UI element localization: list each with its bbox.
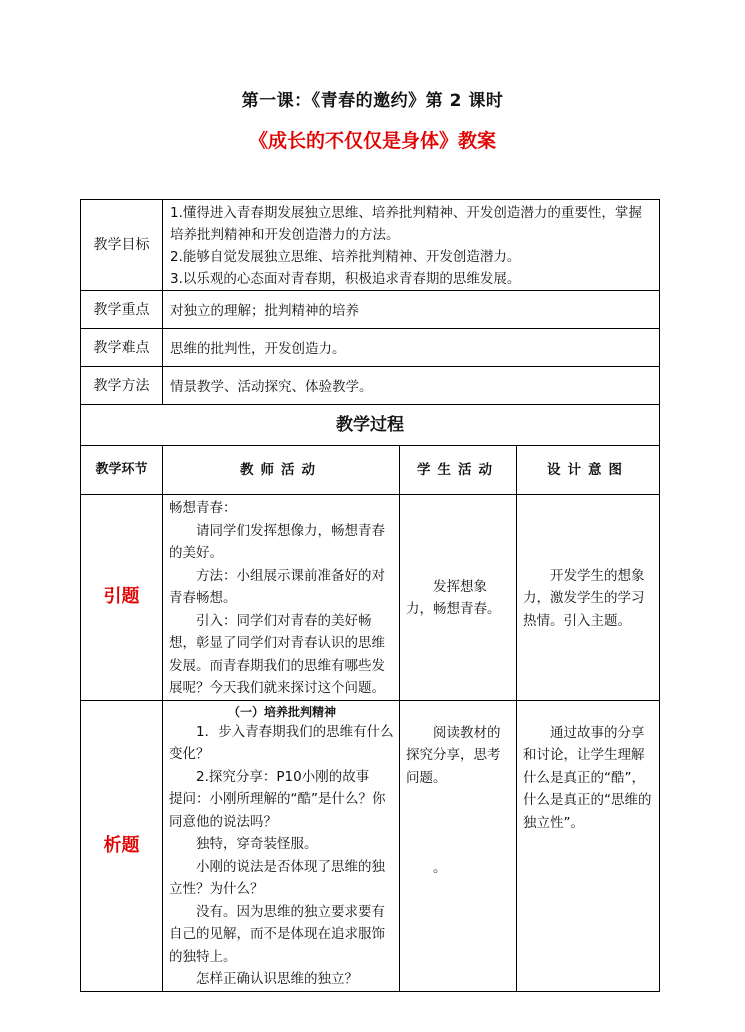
- process-title-row: [81, 405, 660, 446]
- student-extra-mark: 。: [433, 860, 447, 876]
- teacher-line: 提问：小刚所理解的“酷”是什么？你同意他的说法吗？: [169, 791, 386, 830]
- key-points-content: 对独立的理解；批判精神的培养: [163, 291, 660, 329]
- header-design: 设计意图: [517, 446, 660, 495]
- student-activity-intro: 发挥想象力，畅想青春。: [400, 495, 517, 701]
- methods-label: 教学方法: [81, 367, 163, 405]
- key-points-label: 教学重点: [81, 291, 163, 329]
- objectives-content: [163, 200, 660, 291]
- header-teacher: 教师活动: [163, 446, 400, 495]
- process-title: 教学过程: [81, 405, 660, 446]
- teacher-line: 请同学们发挥想像力，畅想青春的美好。: [169, 522, 385, 561]
- header-row: [81, 446, 660, 495]
- lesson-title: 第一课：《青春的邀约》第 2 课时: [241, 91, 504, 111]
- teacher-line: 2.探究分享：P10小刚的故事: [196, 768, 370, 785]
- student-activity-analysis: 阅读教材的探究分享，思考问题。 。: [400, 700, 517, 991]
- header-stage: 教学环节: [81, 446, 163, 495]
- difficulties-label: 教学难点: [81, 329, 163, 367]
- key-points-row: [81, 291, 660, 329]
- stage-intro-label: 引题: [81, 495, 163, 701]
- methods-content: 情景教学、活动探究、体验教学。: [163, 367, 660, 405]
- design-intent-analysis: 通过故事的分享和讨论，让学生理解什么是真正的“酷”，什么是真正的“思维的独立性”。: [517, 700, 660, 991]
- teacher-line: 方法：小组展示课前准备好的对青春畅想。: [169, 567, 385, 606]
- design-intent-intro: 开发学生的想象力，激发学生的学习热情。引入主题。: [517, 495, 660, 701]
- teacher-line: 1．步入青春期我们的思维有什么变化？: [169, 723, 394, 762]
- methods-row: [81, 367, 660, 405]
- stage-row-analysis: [81, 700, 660, 991]
- objective-line: 2.能够自觉发展独立思维、培养批判精神、开发创造潜力。: [170, 249, 521, 265]
- teacher-line: 小刚的说法是否体现了思维的独立性？为什么？: [169, 858, 385, 897]
- objective-line: 1.懂得进入青春期发展独立思维、培养批判精神、开发创造潜力的重要性，掌握培养批判精神和开发创造潜力的方法。: [170, 205, 642, 243]
- difficulties-content: 思维的批判性，开发创造力。: [163, 329, 660, 367]
- objectives-row: [81, 200, 660, 291]
- stage-row-intro: [81, 495, 660, 701]
- teacher-line: 没有。因为思维的独立要求要有自己的见解，而不是体现在追求服饰的独特上。: [169, 903, 385, 965]
- teacher-line: 畅想青春：: [169, 500, 237, 516]
- objectives-label: 教学目标: [81, 200, 163, 291]
- teacher-activity-analysis: [163, 700, 400, 991]
- lesson-plan-table: [80, 199, 660, 992]
- teacher-activity-intro: [163, 495, 400, 701]
- difficulties-row: [81, 329, 660, 367]
- teacher-line: 引入：同学们对青春的美好畅想，彰显了同学们对青春认识的思维发展。而青春期我们的思维有哪些发展呢？今天我们就来探讨这个问题。: [169, 612, 385, 696]
- teacher-line: 独特，穿奇装怪服。: [196, 836, 318, 852]
- header-student: 学生活动: [400, 446, 517, 495]
- stage-analysis-label: 析题: [81, 700, 163, 991]
- teacher-line: 怎样正确认识思维的独立？: [196, 971, 358, 987]
- section-subheading: （一）培养批判精神: [227, 704, 336, 719]
- lesson-subtitle: 《成长的不仅仅是身体》教案: [248, 130, 496, 152]
- objective-line: 3.以乐观的心态面对青春期，积极追求青春期的思维发展。: [170, 271, 521, 287]
